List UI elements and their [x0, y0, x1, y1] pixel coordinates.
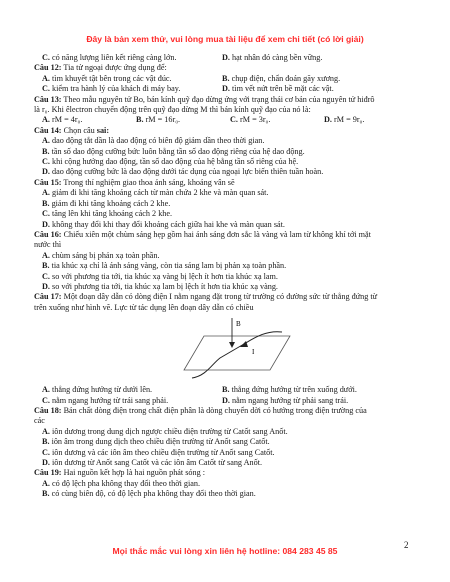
- option-c: C. kiểm tra hành lý của khách đi máy bay.: [42, 84, 181, 94]
- document-body: [34, 53, 418, 500]
- option-b: B. chụp điện, chẩn đoán gãy xương.: [222, 73, 341, 83]
- option-a: A. rM = 4r₀.: [42, 115, 83, 125]
- option-b: B. có cùng biên độ, có độ lệch pha không thay đổi theo thời gian.: [42, 489, 256, 499]
- question-12-options-ab: [34, 74, 418, 84]
- question-12-options-cd: [34, 84, 418, 94]
- option-c: C. rM = 3r₀.: [230, 115, 271, 125]
- question-17-stem: Câu 17: Một đoạn dây dẫn có dòng điện I nằm ngang đặt trong từ trường có đường sức từ thẳng đứng từ: [34, 292, 378, 302]
- option-a: A. iôn dương trong dung dịch ngược chiều điện trường từ Catốt sang Anốt.: [42, 426, 288, 436]
- question-16-stem-cont: nước thì: [34, 240, 62, 250]
- question-18-stem-cont: các: [34, 416, 45, 426]
- conductor-wire: [192, 332, 282, 378]
- option-c: C. có năng lượng liên kết riêng càng lớn.: [42, 53, 177, 62]
- option-d: D. dao động cưỡng bức là dao động dưới tác dụng của ngoại lực biến thiên tuần hoàn.: [42, 167, 324, 177]
- preview-banner: Đây là bản xem thử, vui lòng mua tài liệu để xem chi tiết (có lời giải): [86, 34, 364, 44]
- question-13-stem: Câu 13: Theo mẫu nguyên tử Bo, bán kính quỹ đạo dừng ứng với trạng thái cơ bản của nguyên tử hiđrô: [34, 94, 375, 104]
- question-19-stem: Câu 19: Hai nguồn kết hợp là hai nguồn phát sóng :: [34, 468, 206, 478]
- option-a: A. giảm đi khi tăng khoảng cách từ màn chứa 2 khe và màn quan sát.: [42, 188, 269, 198]
- option-c: C. iôn dương và các iôn âm theo chiều điện trường từ Anốt sang Catốt.: [42, 447, 275, 457]
- option-b: B. iôn âm trong dung dịch theo chiều điện trường từ Anốt sang Catốt.: [42, 437, 270, 447]
- option-c: C. nằm ngang hướng từ trái sang phải.: [42, 395, 169, 405]
- field-label-b: B: [236, 320, 241, 329]
- page-number: 2: [404, 540, 409, 550]
- question-12-stem: Câu 12: Tia tử ngoại được ứng dụng để:: [34, 63, 167, 73]
- option-c: C. so với phương tia tới, tia khúc xạ vàng bị lệch ít hơn tia khúc xạ lam.: [42, 271, 278, 281]
- question-17-options-cd: [34, 396, 418, 406]
- option-d: D. không thay đổi khi thay đổi khoảng cách giữa hai khe và màn quan sát.: [42, 219, 285, 229]
- option-c: C. khi cộng hưởng dao động, tần số dao động của hệ bằng tần số riêng của hệ.: [42, 157, 299, 167]
- option-b: B. thẳng đứng hướng từ trên xuống dưới.: [222, 385, 357, 395]
- option-d: D. tìm vết nứt trên bề mặt các vật.: [222, 84, 334, 94]
- option-b: B. rM = 16r₀.: [136, 115, 181, 125]
- question-13-options: [34, 115, 418, 125]
- field-arrow-icon: [229, 342, 235, 348]
- question-13-stem-cont: là r₀. Khi êlectron chuyển động trên quỹ đạo dừng M thì bán kính quỹ đạo của nó là:: [34, 105, 311, 115]
- option-a: A. tìm khuyết tật bên trong các vật đúc.: [42, 73, 172, 83]
- current-label-i: I: [252, 348, 255, 357]
- field-diagram: [182, 314, 292, 384]
- option-a: A. dao động tắt dần là dao động có biên độ giảm dần theo thời gian.: [42, 136, 265, 146]
- option-b: B. tần số dao động cưỡng bức luôn bằng tần số dao động riêng của hệ dao động.: [42, 146, 305, 156]
- option-d: D. so với phương tia tới, tia khúc xạ lam bị lệch ít hơn tia khúc xạ vàng.: [42, 281, 278, 291]
- option-b: B. tia khúc xạ chỉ là ánh sáng vàng, còn tia sáng lam bị phản xạ toàn phần.: [42, 261, 287, 271]
- question-17-stem-cont: trên xuống như hình vẽ. Lực từ tác dụng lên đoạn dây dẫn có chiều: [34, 302, 254, 312]
- magnetic-field-figure: [34, 314, 418, 384]
- field-plane: [184, 336, 290, 370]
- question-15-stem: Câu 15: Trong thí nghiệm giao thoa ánh sáng, khoảng vân sẽ: [34, 177, 235, 187]
- hotline-banner: Mọi thắc mắc vui lòng xin liên hệ hotline: 084 283 45 85: [112, 546, 338, 556]
- question-16-stem: Câu 16: Chiếu xiên một chùm sáng hẹp gồm hai ánh sáng đơn sắc là vàng và lam từ không khí tới mặt: [34, 229, 371, 239]
- question-17-options-ab: [34, 385, 418, 395]
- option-b: B. giảm đi khi tăng khoảng cách 2 khe.: [42, 198, 171, 208]
- option-d: D. rM = 9r₀.: [324, 115, 365, 125]
- option-a: A. có độ lệch pha không thay đổi theo thời gian.: [42, 478, 201, 488]
- option-d: D. iôn dương từ Anốt sang Catốt và các iôn âm Catốt từ sang Anốt.: [42, 458, 263, 467]
- question-11-options: [34, 53, 418, 63]
- option-a: A. chùm sáng bị phản xạ toàn phần.: [42, 250, 160, 260]
- option-a: A. thẳng đứng hướng từ dưới lên.: [42, 385, 153, 395]
- option-d: D. nằm ngang hướng từ phải sang trái.: [222, 395, 349, 405]
- option-d: D. hạt nhân đó càng bền vững.: [222, 53, 323, 62]
- question-14-stem: Câu 14: Chọn câu sai:: [34, 125, 110, 135]
- option-c: C. tăng lên khi tăng khoảng cách 2 khe.: [42, 209, 173, 219]
- question-18-stem: Câu 18: Bản chất dòng điện trong chất điện phân là dòng chuyển dời có hướng trong điện trường của: [34, 405, 367, 415]
